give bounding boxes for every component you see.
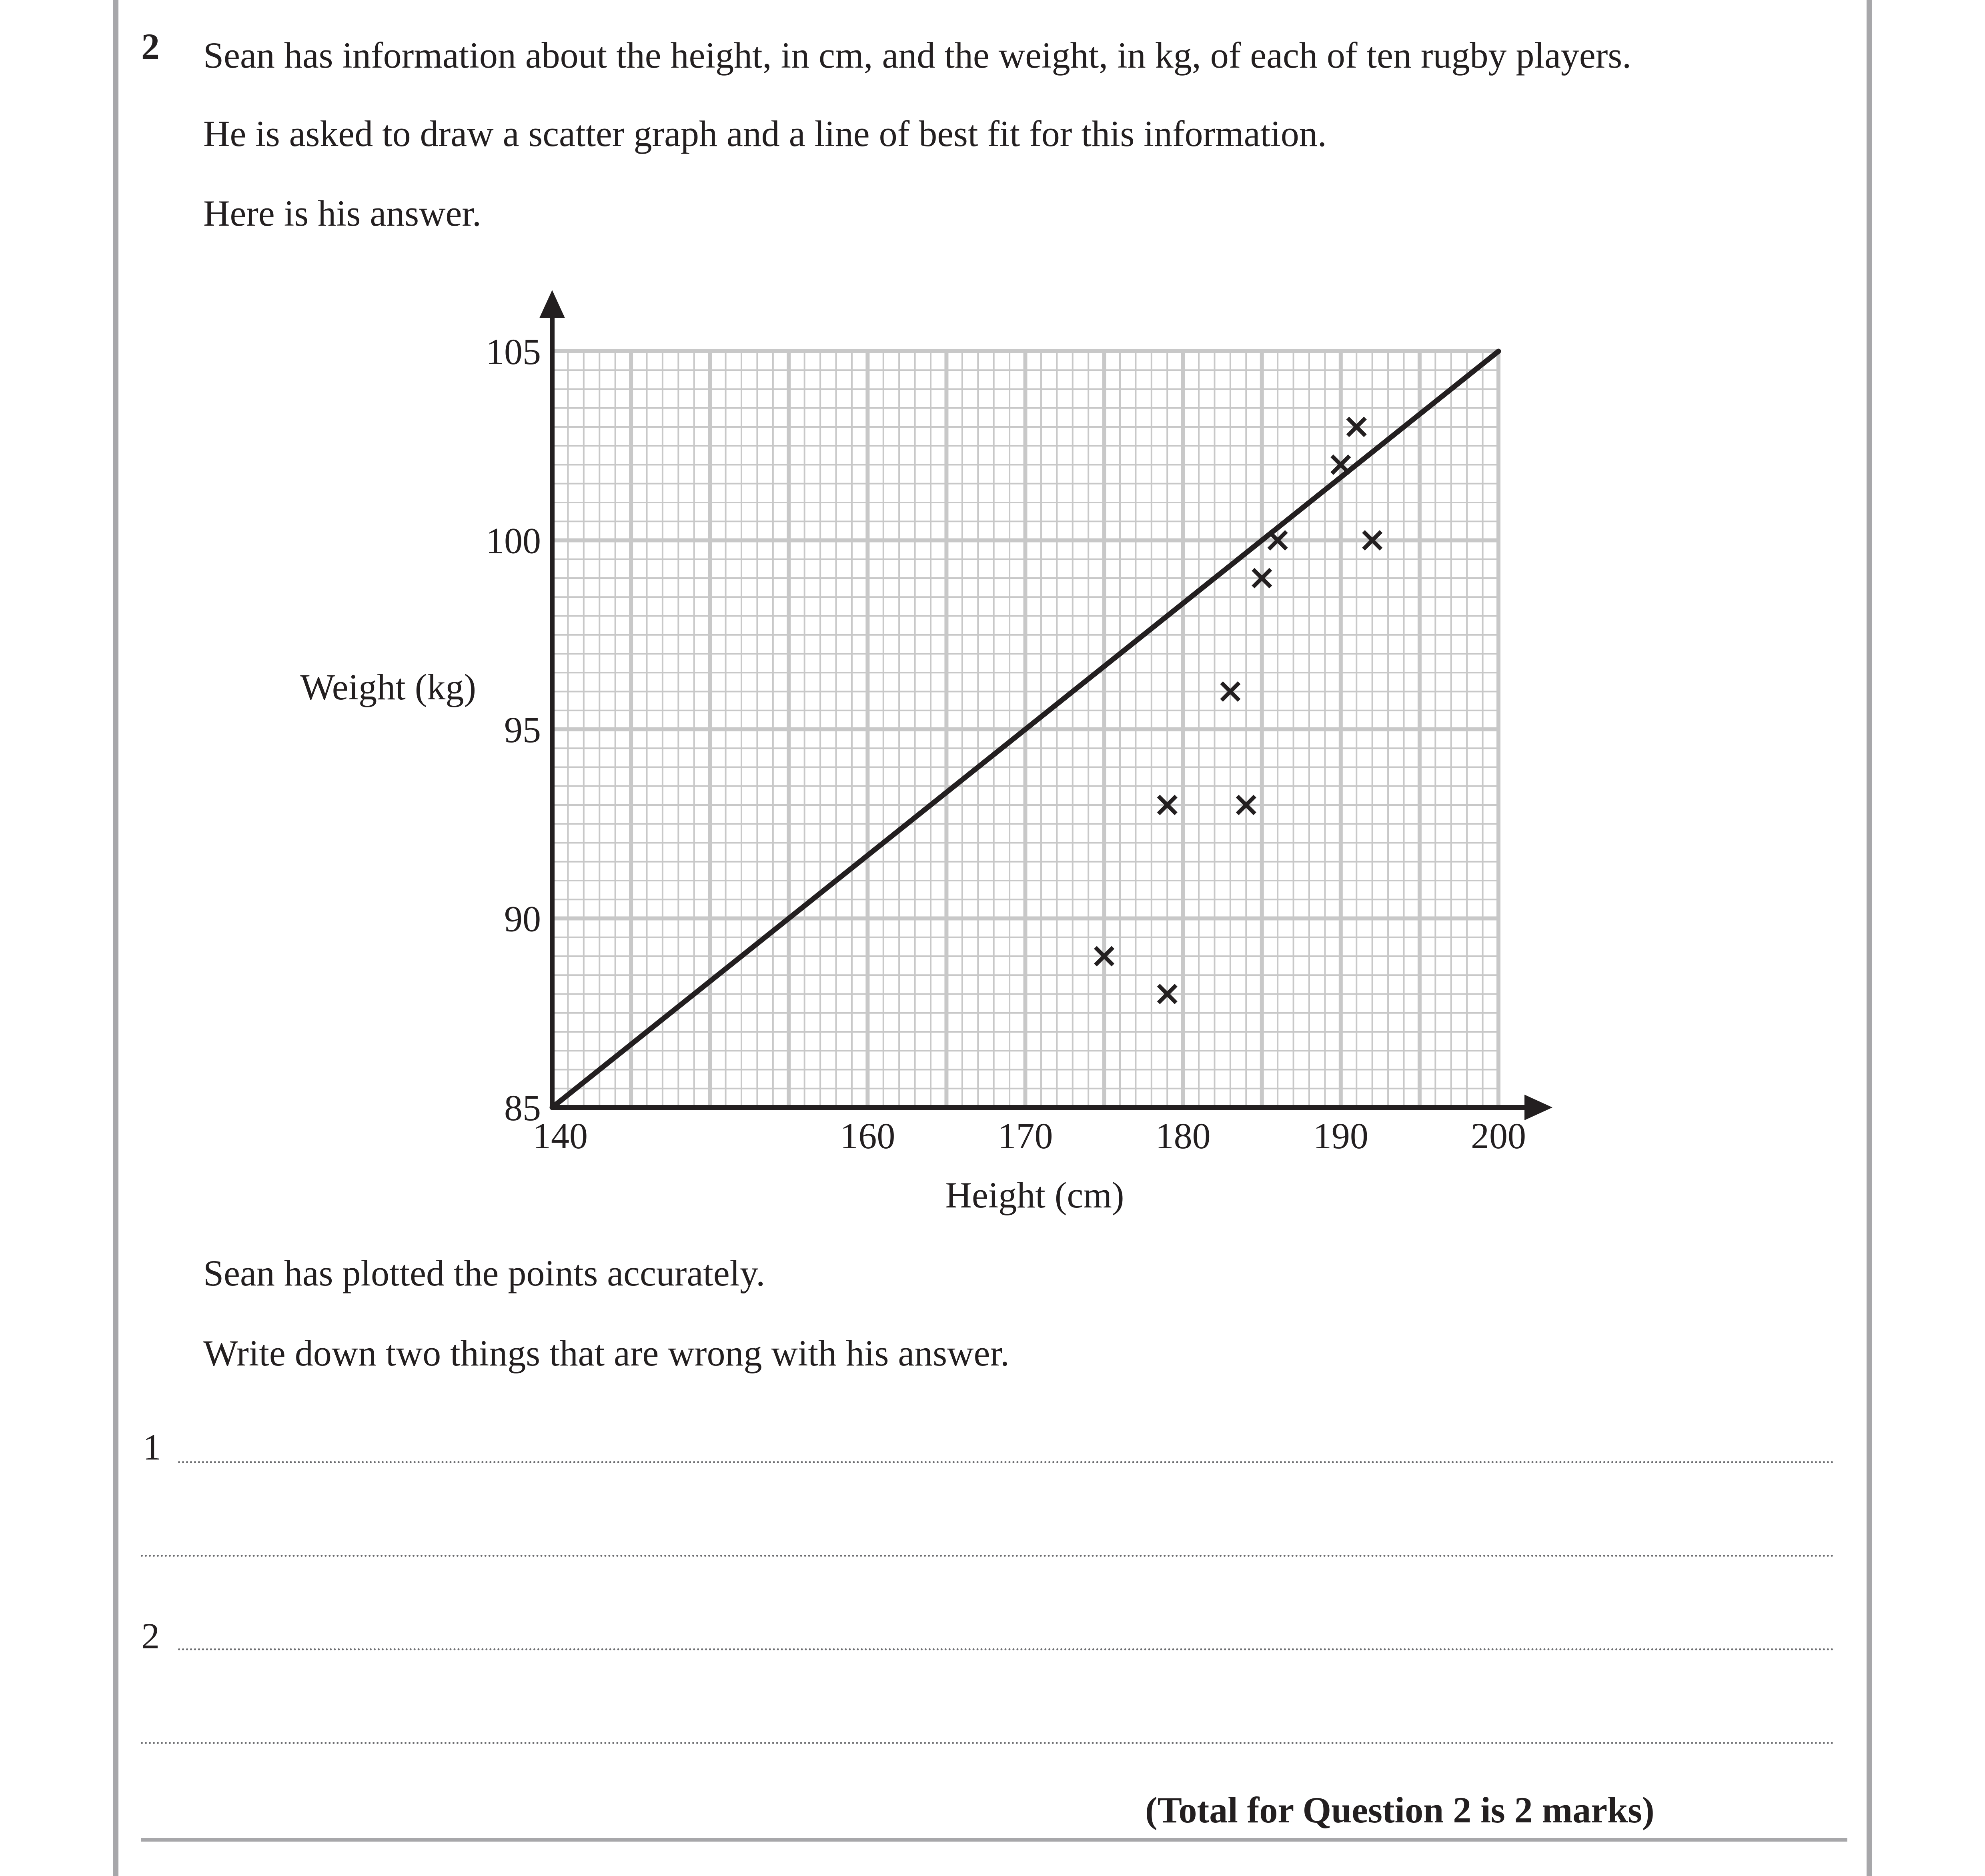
question-number: 2 bbox=[141, 26, 160, 67]
y-tick-label: 85 bbox=[504, 1087, 541, 1128]
x-tick-label: 140 bbox=[533, 1115, 588, 1156]
answer-label-2: 2 bbox=[141, 1616, 160, 1656]
y-axis-label: Weight (kg) bbox=[300, 667, 476, 707]
y-tick-label: 100 bbox=[486, 520, 541, 561]
x-tick-label: 190 bbox=[1313, 1115, 1368, 1156]
question-line-3: Here is his answer. bbox=[203, 193, 481, 234]
after-line-1: Sean has plotted the points accurately. bbox=[203, 1253, 765, 1293]
y-tick-label: 95 bbox=[504, 709, 541, 750]
x-axis-arrow bbox=[1524, 1095, 1552, 1120]
x-tick-label: 160 bbox=[840, 1115, 895, 1156]
answer-line-2b[interactable] bbox=[141, 1742, 1835, 1744]
answer-line-1a[interactable] bbox=[178, 1461, 1835, 1463]
y-tick-label: 90 bbox=[504, 898, 541, 939]
y-tick-label: 105 bbox=[486, 331, 541, 372]
question-line-1: Sean has information about the height, in cm, and the weight, in kg, of each of ten rugby players. bbox=[203, 35, 1632, 76]
answer-label-1: 1 bbox=[143, 1427, 161, 1468]
question-line-2: He is asked to draw a scatter graph and a line of best fit for this information. bbox=[203, 113, 1327, 154]
answer-line-2a[interactable] bbox=[178, 1648, 1835, 1650]
after-line-2: Write down two things that are wrong with his answer. bbox=[203, 1333, 1010, 1373]
x-tick-label: 170 bbox=[998, 1115, 1053, 1156]
y-axis-arrow bbox=[539, 290, 565, 318]
footer-divider bbox=[141, 1838, 1847, 1842]
x-tick-label: 200 bbox=[1471, 1115, 1526, 1156]
answer-line-1b[interactable] bbox=[141, 1555, 1835, 1557]
x-tick-label: 180 bbox=[1155, 1115, 1211, 1156]
x-axis-label: Height (cm) bbox=[945, 1175, 1124, 1215]
total-marks: (Total for Question 2 is 2 marks) bbox=[1145, 1790, 1655, 1830]
